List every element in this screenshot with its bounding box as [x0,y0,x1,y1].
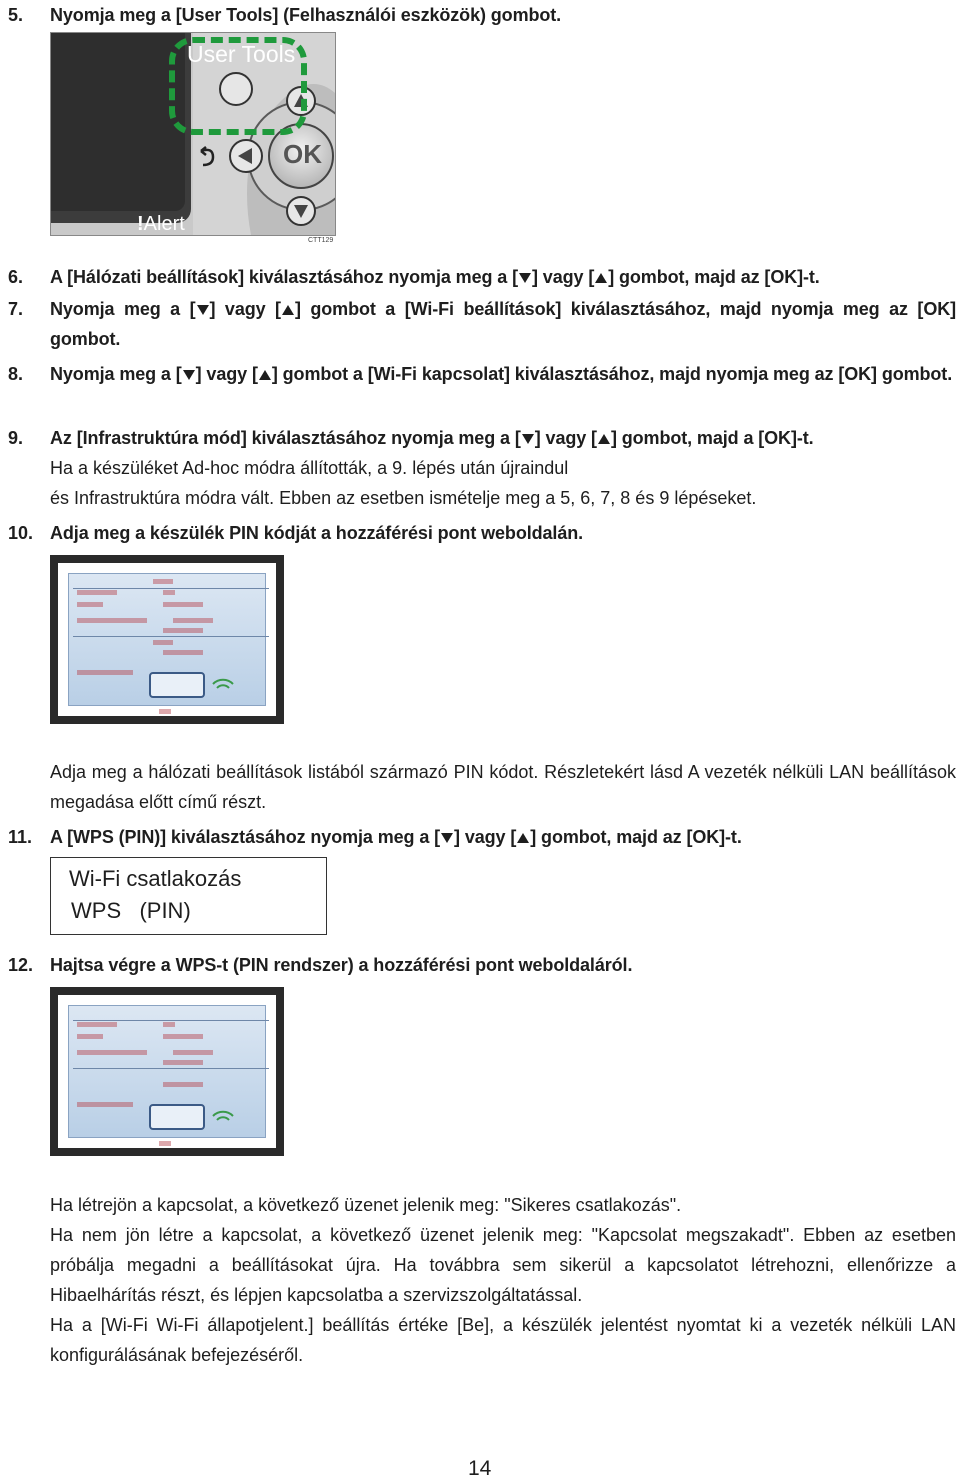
display-line-1: Wi-Fi csatlakozás [69,866,242,891]
display-line-2: WPS (PIN) [71,898,191,923]
step-note: Ha a készüléket Ad-hoc módra állították, a 9. lépés után újraindul [50,458,569,478]
alert-label: !Alert [137,213,185,235]
step-number: 12. [8,955,34,975]
alert-icon: ! [137,213,144,235]
down-arrow-icon [518,272,532,284]
access-point-webpage-screenshot [50,555,284,724]
user-tools-label: User Tools [187,41,296,67]
down-arrow-icon [196,304,210,316]
lcd-display-box [50,857,327,935]
step-note: és Infrastruktúra módra vált. Ebben az esetben ismételje meg a 5, 6, 7, 8 és 9 lépéseket. [50,488,757,508]
step-number: 10. [8,523,34,543]
step-number: 5. [8,5,24,25]
step-text: Az [Infrastruktúra mód] kiválasztásához nyomja meg a [ ] vagy [ ] gombot, majd a [OK]-t. [50,428,814,448]
step-5 [8,0,956,30]
down-arrow-icon [440,832,454,844]
up-arrow-icon [281,304,295,316]
step-text: Adja meg a készülék PIN kódját a hozzáférési pont weboldalán. [50,523,584,543]
wifi-icon [209,666,237,694]
step-text: Nyomja meg a [ ] vagy [ ] gombot a [Wi-Fi kapcsolat] kiválasztásához, majd nyomja meg az [OK] gombot. [50,364,953,384]
down-arrow-icon [182,369,196,381]
up-arrow-icon [597,433,611,445]
up-arrow-icon [258,369,272,381]
wifi-icon [209,1098,237,1126]
access-point-webpage-screenshot-2 [50,987,284,1156]
ok-label: OK [283,139,322,169]
step-text: Hajtsa végre a WPS-t (PIN rendszer) a hozzáférési pont weboldaláról. [50,955,633,975]
step-11 [8,822,956,852]
step-9 [8,423,956,513]
step-12 [8,950,956,980]
up-arrow-icon [594,272,608,284]
step-8 [8,359,956,389]
page-number: 14 [468,1457,492,1480]
control-panel-illustration [50,32,336,236]
down-arrow-icon [521,433,535,445]
step-text: Nyomja meg a [ ] vagy [ ] gombot a [Wi-Fi beállítások] kiválasztásához, majd nyomja meg az [OK] gombot. [50,299,957,349]
step-text: A [Hálózati beállítások] kiválasztásához nyomja meg a [ ] vagy [ ] gombot, majd az [OK]-t. [50,267,820,287]
step-10-explanation: Adja meg a hálózati beállítások listából származó PIN kódot. Részletekért lásd A vezeték nélküli LAN beállítások megadása előtt című részt. [50,762,956,812]
step-number: 9. [8,428,24,448]
report-text: Ha a [Wi-Fi Wi-Fi állapotjelent.] beállítás értéke [Be], a készülék jelentést nyomtat ki a vezeték nélküli LAN konfigurálásának befejezéséről. [50,1315,956,1365]
step-10 [8,518,956,548]
step-text: A [WPS (PIN)] kiválasztásához nyomja meg a [ ] vagy [ ] gombot, majd az [OK]-t. [50,827,742,847]
step-6 [8,262,956,292]
step-number: 7. [8,299,24,319]
result-success-text: Ha létrejön a kapcsolat, a következő üzenet jelenik meg: "Sikeres csatlakozás". [50,1195,682,1215]
step-7 [8,294,956,354]
result-failure-text: Ha nem jön létre a kapcsolat, a következő üzenet jelenik meg: "Kapcsolat megszakadt". Ebben az esetben próbálja megadni a beállításokat újra. Ha továbbra sem sikerül a kapcsolatot létrehozni, ellenőrizze a Hibaelhárítás részt, és lépjen kapcsolatba a szervizszolgáltatással. [50,1225,956,1305]
step-number: 11. [8,827,33,847]
step-number: 8. [8,364,24,384]
figure-code: CTT129 [308,237,334,244]
step-number: 6. [8,267,24,287]
step-text: Nyomja meg a [User Tools] (Felhasználói eszközök) gombot. [50,5,562,25]
up-arrow-icon [516,832,530,844]
